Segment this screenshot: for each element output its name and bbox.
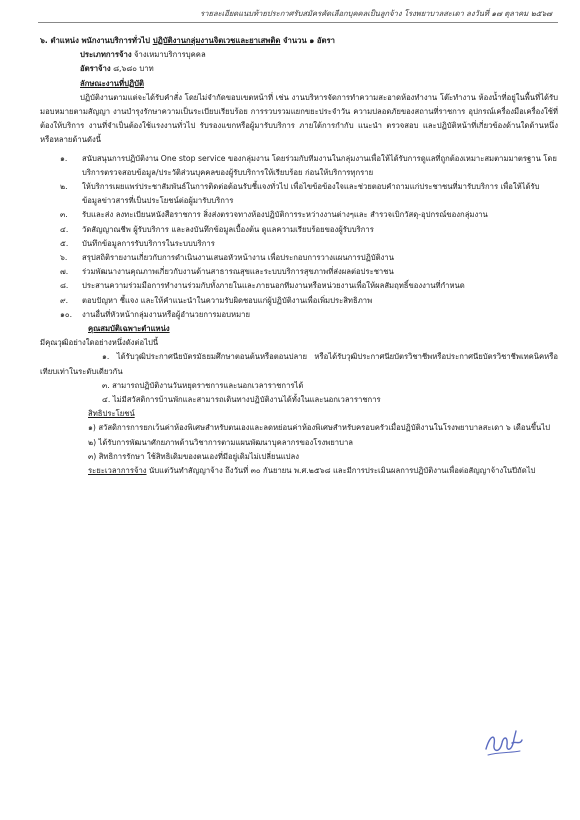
duty-number: ๘. (60, 281, 69, 291)
list-item (40, 180, 558, 208)
list-item (40, 223, 558, 237)
position-heading-unit: ปฏิบัติงานกลุ่มงานจิตเวชและยาเสพติด (152, 36, 281, 45)
list-item (40, 265, 558, 279)
benefit-item: ๑) สวัสดิการการยกเว้นค่าห้องพิเศษสำหรับตนเองและลดหย่อนค่าห้องพิเศษสำหรับครอบครัวเมื่อปฏิบัติงานในโรงพยาบาลสะเดา ๖ เดือนขึ้นไป (88, 423, 551, 433)
header-rule (38, 22, 558, 23)
duty-text: ร่วมพัฒนางานคุณภาพเกี่ยวกับงานด้านสาธารณสุขและระบบบริการสุขภาพที่ส่งผลต่อประชาชน (82, 267, 394, 277)
duties-intro: ปฏิบัติงานตามแต่จะได้รับคำสั่ง โดยไม่จำกัดขอบเขตหน้าที่ เช่น งานบริหารจัดการทำความสะอาดห้องทำงาน โต๊ะทำงาน ห้องน้ำที่อยู่ในพื้นที่ได้รับมอบหมายตามสัญญา งานบำรุงรักษาความเป็นระเบียบเรียบร้อย การรวบรวมแยกขยะประจำวัน ความปลอดภัยของสถานที่ราชการ อุปกรณ์เครื่องมือเครื่องใช้ที่ต้องให้บริการ งานที่จำเป็นต้องใช้แรงงานทั่วไป รับรองแขกหรือผู้มารับบริการ ภายใต้การกำกับ แนะนำ ตรวจสอบ และปฏิบัติหน้าที่เกี่ยวข้องด้านใดด้านหนึ่งหรือหลายด้านดังนี้ (40, 92, 558, 145)
duty-text: บันทึกข้อมูลการรับบริการในระบบบริการ (82, 238, 215, 248)
employment-type-label: ประเภทการจ้าง (80, 50, 132, 60)
duty-number: ๙. (60, 295, 69, 305)
signature-mark (482, 725, 526, 759)
duty-text: งานอื่นที่หัวหน้ากลุ่มงานหรือผู้อำนวยการมอบหมาย (82, 309, 250, 319)
benefit-item: ๒) ได้รับการพัฒนาศักยภาพด้านวิชาการตามแผนพัฒนาบุคลากรของโรงพยาบาล (88, 437, 354, 447)
list-item (40, 208, 558, 222)
qualification-item: ๓. สามารถปฏิบัติงานวันหยุดราชการและนอกเวลาราชการได้ (102, 380, 304, 390)
duty-number: ๗. (60, 267, 69, 277)
duty-text: รับและส่ง ลงทะเบียนหนังสือราชการ สิ่งส่งตรวจทางห้องปฏิบัติการระหว่างงานต่างๆและ สำรวจเบิกวัสดุ-อุปกรณ์ของกลุ่มงาน (82, 210, 488, 220)
duty-text: วัดสัญญาณชีพ ผู้รับบริการ และลงบันทึกข้อมูลเบื้องต้น ดูแลความเรียบร้อยของผู้รับบริการ (82, 224, 374, 234)
document-body (40, 34, 558, 478)
qualification-item: ๑. ได้รับวุฒิประกาศนียบัตรมัธยมศึกษาตอนต้นหรือตอนปลาย หรือได้รับวุฒิประกาศนียบัตรวิชาชีพหรือประกาศนียบัตรวิชาชีพเทคนิคหรือเทียบเท่าในระดับเดียวกัน (40, 352, 558, 376)
qualification-item: ๔. ไม่มีสวัสดิการบ้านพักและสามารถเดินทางปฏิบัติงานได้ทั้งในและนอกเวลาราชการ (102, 395, 381, 405)
wage-label: อัตราจ้าง (80, 64, 111, 74)
duties-heading: ลักษณะงานที่ปฏิบัติ (80, 78, 144, 88)
list-item (40, 294, 558, 308)
duty-number: ๔. (60, 224, 69, 234)
benefit-item: ๓) สิทธิการรักษา ใช้สิทธิเดิมของตนเองที่มีอยู่เดิมไม่เปลี่ยนแปลง (88, 451, 299, 461)
employment-type (40, 48, 558, 62)
duty-number: ๒. (60, 182, 68, 192)
duty-text: ตอบปัญหา ชี้แจง และให้คำแนะนำในความรับผิดชอบแก่ผู้ปฏิบัติงานเพื่อเพิ่มประสิทธิภาพ (82, 295, 373, 305)
contract-period-text: นับแต่วันทำสัญญาจ้าง ถึงวันที่ ๓๐ กันยายน พ.ศ.๒๕๖๘ และมีการประเมินผลการปฏิบัติงานเพื่อต่อสัญญาจ้างในปีถัดไป (146, 466, 536, 476)
duty-text: สนับสนุนการปฏิบัติงาน One stop service ของกลุ่มงาน โดยร่วมกับทีมงานในกลุ่มงานเพื่อให้ได้รับการดูแลที่ถูกต้องเหมาะสมตามมาตรฐาน โดยบริการตรวจสอบข้อมูล/ประวัติส่วนบุคคลของผู้รับบริการให้เรียบร้อย ก่อนให้บริการทุกราย (82, 153, 557, 177)
page-header: รายละเอียดแนบท้ายประกาศรับสมัครคัดเลือกบุคคลเป็นลูกจ้าง โรงพยาบาลสะเดา ลงวันที่ ๑๗ ตุลาคม ๒๕๖๗ (200, 9, 552, 18)
qualifications-intro: มีคุณวุฒิอย่างใดอย่างหนึ่งดังต่อไปนี้ (40, 338, 159, 348)
duties-list (40, 152, 558, 322)
list-item (40, 237, 558, 251)
wage (40, 62, 558, 76)
contract-period-label: ระยะเวลาการจ้าง (88, 466, 147, 476)
duty-number: ๕. (60, 238, 69, 248)
list-item (40, 308, 558, 322)
qualifications-heading: คุณสมบัติเฉพาะตำแหน่ง (88, 324, 170, 334)
position-heading (40, 34, 558, 48)
duty-number: ๑. (60, 153, 68, 163)
duty-text: ประสานความร่วมมือการทำงานร่วมกับทั้งภายในและภายนอกทีมงานหรือหน่วยงานเพื่อให้ผลสัมฤทธิ์ของงานที่กำหนด (82, 281, 465, 291)
benefits-heading: สิทธิประโยชน์ (88, 409, 135, 419)
employment-type-value: จ้างเหมาบริการบุคคล (131, 50, 206, 60)
duty-number: ๑๐. (60, 309, 73, 319)
duty-text: สรุปสถิติรายงานเกี่ยวกับการดำเนินงานเสนอหัวหน้างาน เพื่อประกอบการวางแผนการปฏิบัติงาน (82, 253, 394, 263)
list-item (40, 251, 558, 265)
list-item (40, 279, 558, 293)
wage-value: ๘,๖๘๐ บาท (110, 64, 154, 74)
contract-period (40, 464, 558, 478)
list-item (40, 152, 558, 180)
position-heading-prefix: ๖. ตำแหน่ง พนักงานบริการทั่วไป (40, 36, 153, 45)
duty-number: ๖. (60, 253, 68, 263)
position-heading-suffix: จำนวน ๑ อัตรา (280, 36, 335, 45)
duty-text: ให้บริการเผยแพร่ประชาสัมพันธ์ในการติดต่อต้อนรับชี้แจงทั่วไป เพื่อไขข้อข้องใจและช่วยตอบคำถามแก่ประชาชนที่มารับบริการ เพื่อให้ได้รับข้อมูลข่าวสารที่เป็นประโยชน์ต่อผู้มารับบริการ (82, 182, 540, 206)
duty-number: ๓. (60, 210, 68, 220)
